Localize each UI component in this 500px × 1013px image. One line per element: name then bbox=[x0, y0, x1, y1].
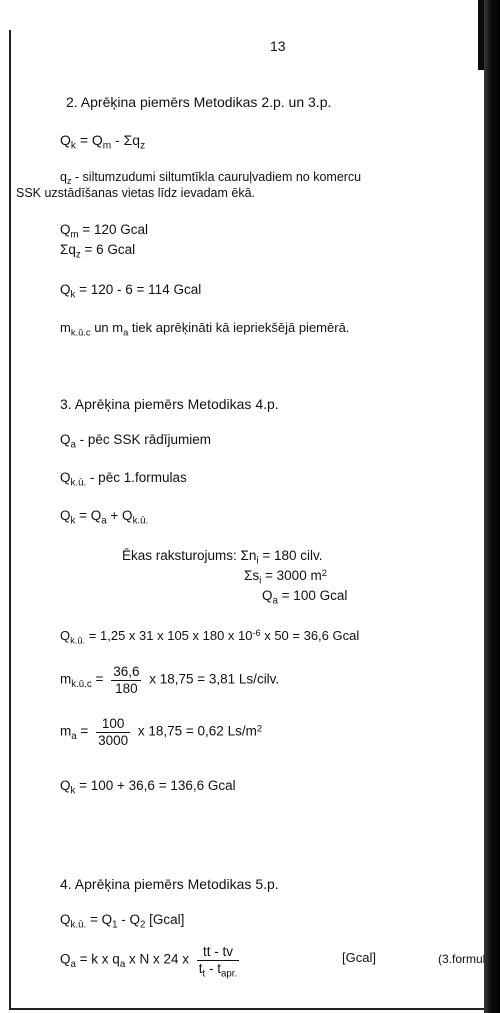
section2-heading: 2. Aprēķina piemērs Metodikas 2.p. un 3.p. bbox=[66, 94, 332, 110]
section3-calc-qku: $Q_{k.ū.} = 1,25$ x 31 x 105 x 180 x $10^{-6}$ x 50 = 36,6 Gcal bbox=[60, 627, 360, 646]
section2-qk: $Q_k = 120 - 6 = 114$ Gcal bbox=[60, 282, 202, 301]
section3-char-line1: Ēkas raksturojums: $\Sigma n_i = 180$ cilv. bbox=[122, 548, 323, 567]
section3-char-line2: $\Sigma s_i = 3000$ $m^2$ bbox=[244, 567, 327, 587]
page-frame-bottom bbox=[9, 1008, 500, 1010]
section4-heading: 4. Aprēķina piemērs Metodikas 5.p. bbox=[60, 876, 279, 892]
section2-note-line2: SSK uzstādīšanas vietas līdz ievadam ēkā. bbox=[16, 186, 256, 200]
section3-qku: $Q_{k.ū.}$ - pēc 1.formulas bbox=[60, 470, 187, 489]
section2-m-note: $m_{k.ū.c}$ un $m_a$ tiek aprēķināti kā iepriekšējā piemērā. bbox=[60, 320, 350, 338]
section2-sqz: $\Sigma q_z = 6$ Gcal bbox=[60, 242, 136, 261]
page-frame-left bbox=[9, 30, 11, 1010]
fraction-ma: $\frac{100}{3000}$ bbox=[98, 716, 129, 748]
page-number: 13 bbox=[270, 38, 286, 54]
section4-formula1: $Q_{k.ū.} = Q_1 - Q_2$ [Gcal] bbox=[60, 912, 185, 931]
section3-heading: 3. Aprēķina piemērs Metodikas 4.p. bbox=[60, 396, 279, 412]
section2-formula: $Q_k = Q_m - \Sigma q_z$ bbox=[60, 132, 146, 152]
section3-char-line3: $Q_a = 100$ Gcal bbox=[262, 588, 348, 607]
fraction-mkuc: $\frac{36,6}{180}$ bbox=[113, 664, 140, 696]
section4-formula2-unit: [Gcal] bbox=[342, 950, 376, 965]
section3-qa: $Q_a$ - pēc SSK rādījumiem bbox=[60, 432, 211, 451]
section2-note-line1: $q_z$ - siltumzudumi siltumtīkla cauruļvadiem no komercu bbox=[60, 170, 362, 187]
section3-qk: $Q_k = Q_a + Q_{k.ū.}$ bbox=[60, 508, 149, 527]
section3-calc-ma: $m_a$ = $\frac{100}{3000}$ x 18,75 = 0,62 $Ls/m^2$ bbox=[60, 716, 263, 748]
section2-qm: $Q_m = 120$ Gcal bbox=[60, 222, 149, 241]
section4-formula2: $Q_a = k$ x $q_a$ x N x 24 x $\frac{tt - tv}{t_t - t_{apr.}}$ bbox=[60, 944, 238, 979]
section4-formula2-ref: (3.formul bbox=[438, 952, 486, 966]
section3-calc-mkuc: $m_{k.ū.c}$ = $\frac{36,6}{180}$ x 18,75 = 3,81 Ls/cilv. bbox=[60, 664, 280, 696]
section3-calc-qk: $Q_k = 100 + 36,6 = 136,6$ Gcal bbox=[60, 778, 236, 797]
fraction-temperature: $\frac{tt - tv}{t_t - t_{apr.}}$ bbox=[198, 944, 238, 979]
scan-shadow-edge bbox=[484, 0, 500, 1013]
